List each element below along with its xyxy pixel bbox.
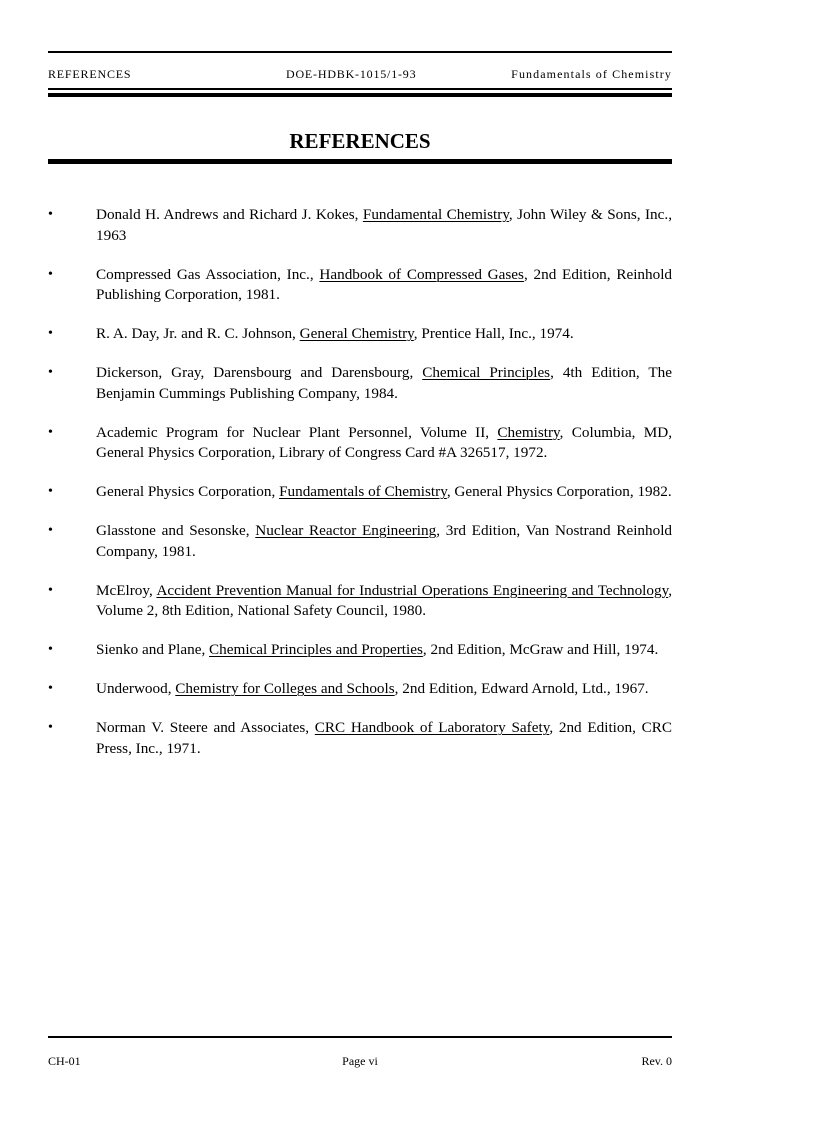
reference-item	[48, 205, 672, 246]
reference-item	[48, 482, 672, 503]
footer-page-number: Page vi	[342, 1054, 378, 1068]
header-bottom-rule-thin	[48, 88, 672, 90]
reference-title: Accident Prevention Manual for Industrial Operations Engineering and Technology	[156, 581, 669, 599]
reference-publication-details: , John Wiley & Sons, Inc., 1963	[96, 206, 672, 244]
reference-title: Nuclear Reactor Engineering	[255, 522, 437, 539]
header-document-number: DOE-HDBK-1015/1-93	[286, 67, 417, 81]
reference-authors: Donald H. Andrews and Richard J. Kokes,	[96, 206, 363, 223]
reference-item	[48, 265, 672, 306]
reference-item	[48, 324, 672, 345]
header-top-rule	[48, 51, 672, 53]
reference-authors: McElroy,	[96, 581, 157, 599]
reference-authors: Dickerson, Gray, Darensbourg and Darensbourg,	[96, 364, 423, 381]
reference-authors: Academic Program for Nuclear Plant Personnel, Volume II,	[96, 423, 498, 441]
header-bottom-rule-thick	[48, 93, 672, 97]
header-module-title: Fundamentals of Chemistry	[511, 67, 672, 81]
reference-authors: Sienko and Plane,	[96, 641, 210, 658]
reference-title: Fundamentals of Chemistry	[279, 483, 447, 500]
reference-title: Chemistry for Colleges and Schools	[175, 680, 395, 697]
bullet-icon: •	[48, 523, 53, 538]
reference-title: Handbook of Compressed Gases	[319, 265, 524, 283]
title-rule	[48, 159, 672, 164]
reference-publication-details: , 3rd Edition, Van Nostrand Reinhold Company, 1981.	[96, 522, 673, 560]
reference-title: Chemical Principles and Properties	[209, 641, 423, 658]
running-header	[48, 67, 672, 83]
bullet-icon: •	[48, 582, 53, 598]
reference-authors: Compressed Gas Association, Inc.,	[96, 265, 320, 283]
footer-module-code: CH-01	[48, 1054, 81, 1068]
reference-publication-details: , 2nd Edition, McGraw and Hill, 1974.	[422, 641, 659, 658]
reference-authors: R. A. Day, Jr. and R. C. Johnson,	[96, 325, 300, 342]
bullet-icon: •	[48, 365, 53, 380]
bullet-icon: •	[48, 207, 53, 222]
reference-authors: Underwood,	[96, 680, 176, 697]
reference-publication-details: , 4th Edition, The Benjamin Cummings Publishing Company, 1984.	[96, 364, 672, 402]
reference-authors: Glasstone and Sesonske,	[96, 522, 256, 539]
reference-item	[48, 423, 672, 464]
reference-publication-details: , 2nd Edition, Edward Arnold, Ltd., 1967.	[394, 680, 649, 697]
bullet-icon: •	[48, 326, 53, 341]
reference-list	[48, 205, 672, 778]
reference-title: General Chemistry	[299, 325, 414, 342]
bullet-icon: •	[48, 720, 53, 735]
reference-authors: General Physics Corporation,	[96, 483, 280, 500]
page-title: REFERENCES	[289, 129, 431, 153]
bullet-icon: •	[48, 642, 53, 657]
reference-publication-details: , 2nd Edition, Reinhold Publishing Corporation, 1981.	[96, 265, 673, 303]
bullet-icon: •	[48, 681, 53, 696]
reference-publication-details: , Columbia, MD, General Physics Corporation, Library of Congress Card #A 326517, 1972.	[96, 423, 672, 461]
reference-item	[48, 718, 672, 759]
header-section-name: REFERENCES	[48, 67, 132, 81]
footer-revision: Rev. 0	[641, 1054, 672, 1068]
reference-title: Chemical Principles	[422, 364, 551, 381]
reference-authors: Norman V. Steere and Associates,	[96, 719, 315, 736]
footer-rule	[48, 1036, 672, 1038]
reference-title: Chemistry	[497, 423, 560, 441]
bullet-icon: •	[48, 424, 53, 440]
reference-publication-details: , Prentice Hall, Inc., 1974.	[413, 325, 574, 342]
reference-title: Fundamental Chemistry	[362, 206, 509, 223]
reference-publication-details: , Volume 2, 8th Edition, National Safety Council, 1980.	[96, 581, 672, 619]
reference-title: CRC Handbook of Laboratory Safety	[314, 719, 550, 736]
reference-item	[48, 640, 672, 661]
reference-item	[48, 521, 672, 562]
reference-item	[48, 363, 672, 404]
reference-publication-details: , General Physics Corporation, 1982.	[446, 483, 672, 500]
reference-item	[48, 679, 672, 700]
reference-publication-details: , 2nd Edition, CRC Press, Inc., 1971.	[96, 719, 673, 757]
bullet-icon: •	[48, 266, 53, 282]
reference-item	[48, 581, 672, 622]
bullet-icon: •	[48, 484, 53, 499]
running-footer	[48, 1054, 672, 1070]
